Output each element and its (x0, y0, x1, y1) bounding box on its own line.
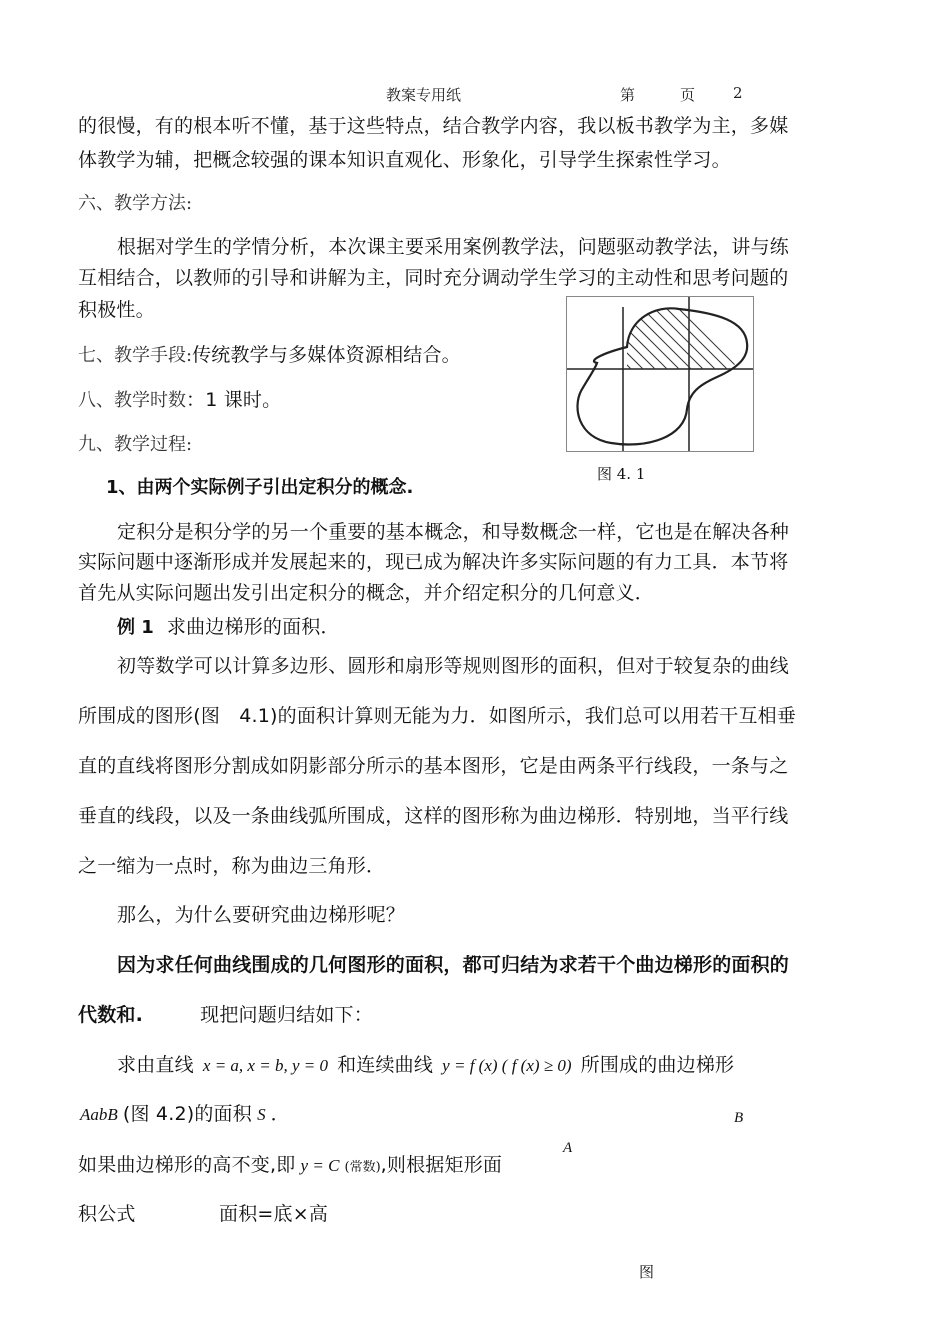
figure-caption: 图 4. 1 (597, 465, 646, 483)
figure-label-A: A (563, 1140, 573, 1156)
heading-methods: 六、教学方法: (78, 193, 193, 214)
task-math-2: y = f (x) ( f (x) ≥ 0) (442, 1056, 572, 1075)
example-1-text: 求曲边梯形的面积． (166, 616, 340, 638)
rect-math: y = C (300, 1156, 340, 1175)
header-title: 教案专用纸 (386, 86, 462, 104)
paragraph-line: 垂直的线段，以及一条曲线弧所围成，这样的图形称为曲边梯形．特别地，当平行线 (78, 805, 789, 827)
paragraph-line: 直的直线将图形分割成如阴影部分所示的基本图形，它是由两条平行线段，一条与之 (78, 755, 789, 777)
rect-line (78, 1150, 502, 1177)
paragraph-line: 体教学为辅，把概念较强的课本知识直观化、形象化，引导学生探索性学习。 (78, 149, 731, 171)
paragraph-line: 根据对学生的学情分析，本次课主要采用案例教学法，问题驱动教学法，讲与练 (117, 236, 790, 258)
heading-process: 九、教学过程: (78, 434, 193, 455)
task-math-1: x = a, x = b, y = 0 (202, 1056, 328, 1075)
question-line: 那么，为什么要研究曲边梯形呢？ (117, 904, 406, 926)
paragraph-line: 互相结合，以教师的引导和讲解为主，同时充分调动学生学习的主动性和思考问题的 (78, 267, 789, 289)
header-page-label-2: 页 (680, 86, 696, 104)
example-1-line (117, 612, 340, 639)
answer-bold: 代数和. (78, 1004, 144, 1026)
paragraph-line: 所围成的图形(图 4.1)的面积计算则无能为力．如图所示，我们总可以用若干互相垂 (78, 705, 797, 727)
header-page-label-1: 第 (620, 86, 636, 104)
task2-text: (图 4.2)的面积 (122, 1103, 252, 1125)
paragraph-line: 初等数学可以计算多边形、圆形和扇形等规则图形的面积，但对于较复杂的曲线 (117, 655, 790, 677)
rect-prefix: 如果曲边梯形的高不变,即 (78, 1154, 296, 1176)
task2-end: ． (270, 1103, 290, 1125)
task2-S: S (257, 1105, 266, 1124)
task-mid: 和连续曲线 (337, 1054, 434, 1076)
answer-rest: 现把问题归结如下： (200, 1004, 373, 1026)
task-line-2 (80, 1099, 290, 1126)
paragraph-line: 定积分是积分学的另一个重要的基本概念，和导数概念一样，它也是在解决各种 (117, 521, 790, 543)
answer-line: 因为求任何曲线围成的几何图形的面积，都可归结为求若干个曲边梯形的面积的 (117, 954, 790, 976)
task-prefix: 求由直线 (117, 1054, 194, 1076)
curved-region-diagram (567, 297, 753, 451)
means-line (78, 340, 461, 367)
formula: 面积=底×高 (219, 1203, 329, 1225)
formula-label: 积公式 (78, 1203, 136, 1225)
rect-small: (常数) (344, 1160, 381, 1175)
hours-line (78, 385, 281, 412)
paragraph-line: 的很慢，有的根本听不懂，基于这些特点，结合教学内容，我以板书教学为主，多媒 (78, 115, 789, 137)
heading-hours: 八、教学时数 (78, 390, 186, 411)
task-line (117, 1050, 734, 1077)
section-1-title: 1、由两个实际例子引出定积分的概念. (106, 477, 414, 498)
paragraph-line: 实际问题中逐渐形成并发展起来的，现已成为解决许多实际问题的有力工具．本节将 (78, 551, 789, 573)
shaded-region (567, 297, 747, 377)
task-suffix: 所围成的曲边梯形 (580, 1054, 735, 1076)
figure-4-1 (566, 296, 754, 452)
answer-line-2 (78, 1000, 373, 1027)
means-text: 传统教学与多媒体资源相结合。 (192, 344, 461, 366)
heading-means: 七、教学手段: (78, 345, 193, 366)
figure-caption-2: 图 (639, 1263, 655, 1281)
paragraph-line: 首先从实际问题出发引出定积分的概念，并介绍定积分的几何意义． (78, 582, 655, 604)
paragraph-line: 积极性。 (78, 299, 155, 321)
header-page-number: 2 (733, 84, 743, 102)
figure-label-B: B (734, 1110, 744, 1126)
paragraph-line: 之一缩为一点时，称为曲边三角形． (78, 855, 386, 877)
hours-text: ：1 课时。 (186, 389, 282, 411)
rect-suffix: ,则根据矩形面 (380, 1154, 503, 1176)
task2-math: AabB (80, 1105, 118, 1124)
example-1-label: 例 1 (117, 617, 154, 638)
